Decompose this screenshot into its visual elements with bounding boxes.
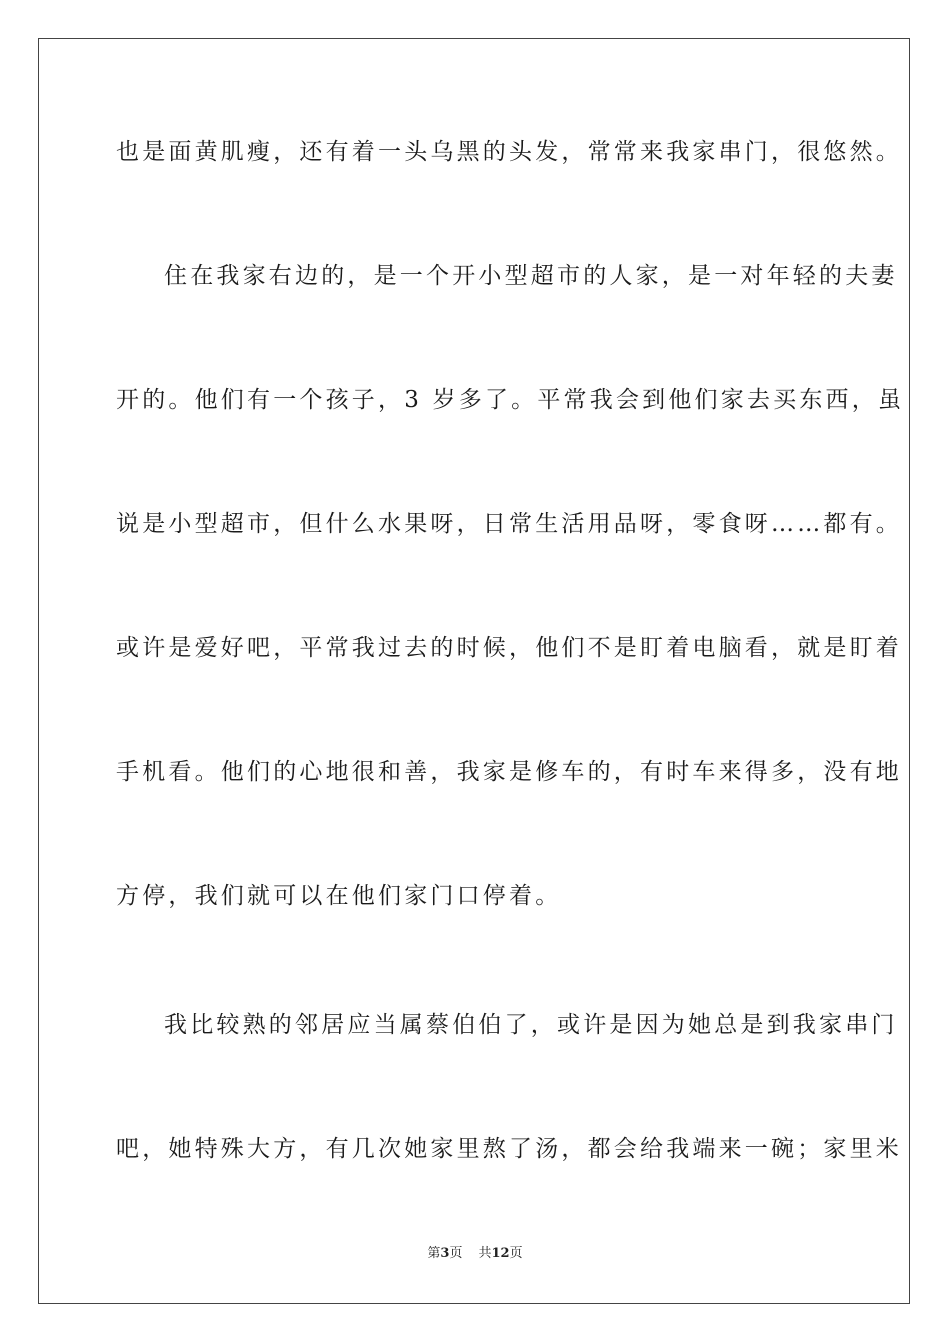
total-prefix: 共 (478, 1246, 492, 1261)
total-suffix: 页 (509, 1246, 523, 1261)
page-footer (0, 1245, 950, 1263)
text-line-7: 方停，我们就可以在他们家门口停着。 (116, 883, 562, 909)
text-line-9: 吧，她特殊大方，有几次她家里熬了汤，都会给我端来一碗；家里米 (116, 1136, 902, 1162)
text-line-4: 说是小型超市，但什么水果呀，日常生活用品呀，零食呀……都有。 (116, 511, 902, 537)
text-line-6: 手机看。他们的心地很和善，我家是修车的，有时车来得多，没有地 (116, 759, 902, 785)
total-pages: 12 (491, 1246, 510, 1261)
text-line-8: 我比较熟的邻居应当属蔡伯伯了，或许是因为她总是到我家串门 (164, 1012, 898, 1038)
page-suffix: 页 (449, 1246, 463, 1261)
page-number: 3 (440, 1246, 450, 1261)
text-line-5: 或许是爱好吧，平常我过去的时候，他们不是盯着电脑看，就是盯着 (116, 635, 902, 661)
text-line-3: 开的。他们有一个孩子，3 岁多了。平常我会到他们家去买东西，虽 (116, 387, 905, 413)
page-border (38, 38, 910, 1304)
page-prefix: 第 (427, 1246, 441, 1261)
text-line-2: 住在我家右边的，是一个开小型超市的人家，是一对年轻的夫妻 (164, 263, 898, 289)
text-line-1: 也是面黄肌瘦，还有着一头乌黑的头发，常常来我家串门，很悠然。 (116, 139, 902, 165)
